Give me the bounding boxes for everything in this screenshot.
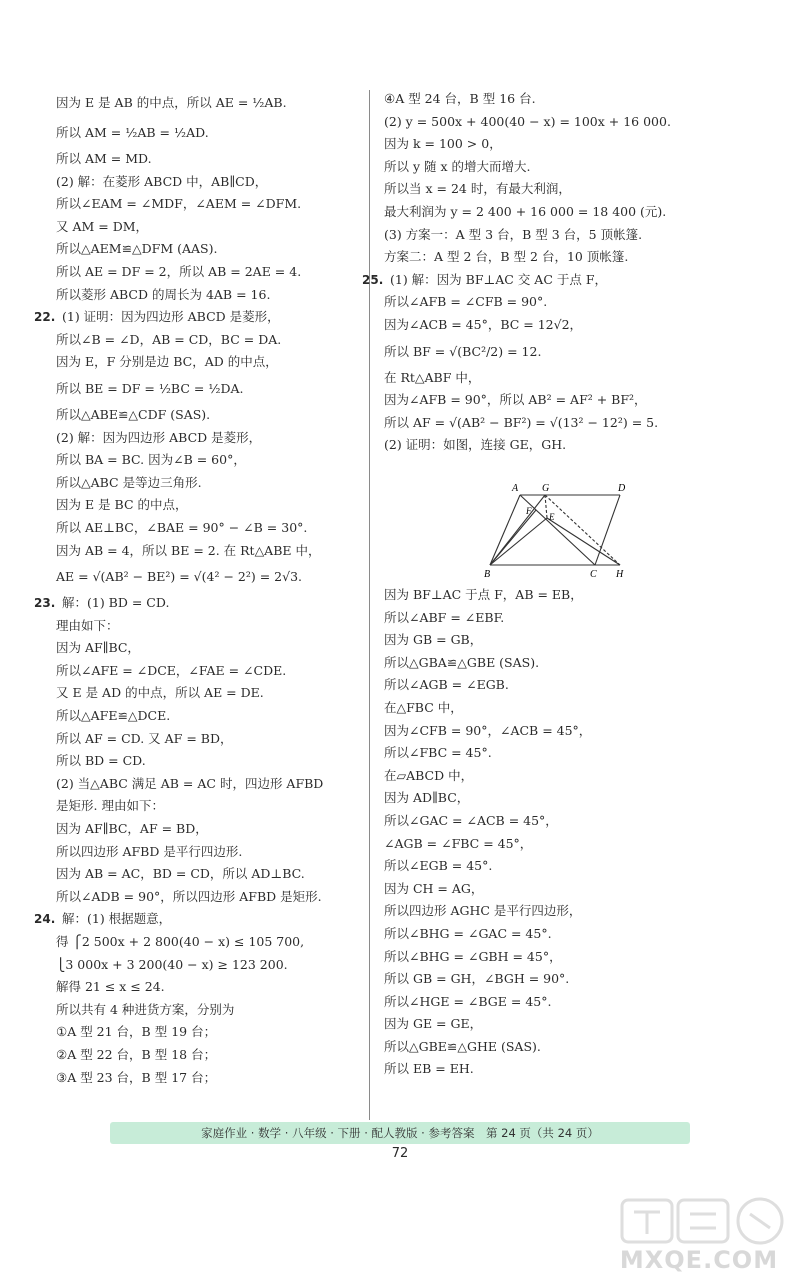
text-line xyxy=(384,314,706,337)
line-text: 所以 y 随 x 的增大而增大. xyxy=(384,158,531,174)
text-line xyxy=(384,111,706,134)
text-line xyxy=(362,269,706,292)
line-text: 所以△ABE≌△CDF (SAS). xyxy=(56,406,211,422)
line-text: 所以△AEM≌△DFM (AAS). xyxy=(56,241,218,257)
text-line xyxy=(384,291,706,314)
line-text: 方案二：A 型 2 台，B 型 2 台，10 顶帐篷. xyxy=(384,249,629,265)
text-line xyxy=(56,682,356,705)
line-text: 因为 E 是 BC 的中点， xyxy=(56,497,188,513)
text-line xyxy=(56,615,356,638)
text-line xyxy=(56,728,356,751)
line-text: 所以∠AFB = ∠CFB = 90°. xyxy=(384,294,548,310)
figure-label-A: A xyxy=(512,483,519,494)
line-text: 所以∠ABF = ∠EBF. xyxy=(384,609,505,625)
watermark-url: MXQE.COM xyxy=(619,1246,779,1274)
text-line xyxy=(384,584,706,607)
text-line xyxy=(56,931,356,954)
text-line xyxy=(56,863,356,886)
text-line xyxy=(56,954,356,977)
text-line xyxy=(56,886,356,909)
line-text: 因为 GE = GE， xyxy=(384,1016,483,1032)
page-number: 72 xyxy=(391,1146,409,1161)
text-line xyxy=(56,284,356,307)
line-text: 所以四边形 AFBD 是平行四边形. xyxy=(56,843,243,859)
text-line xyxy=(384,720,706,743)
text-line xyxy=(384,652,706,675)
watermark-logo xyxy=(620,1196,790,1246)
line-text: 所以 AM = ½AB = ½AD. xyxy=(56,125,209,140)
line-text: 所以共有 4 种进货方案，分别为 xyxy=(56,1001,235,1017)
line-text: (3) 方案一：A 型 3 台，B 型 3 台，5 顶帐篷. xyxy=(384,226,643,242)
line-text: 因为 E，F 分别是边 BC，AD 的中点， xyxy=(56,354,278,370)
line-text: ④A 型 24 台，B 型 16 台. xyxy=(384,91,536,106)
line-text: 所以 BF = √(BC²/2) = 12. xyxy=(384,343,542,359)
text-line xyxy=(384,946,706,969)
line-text: 所以 BE = DF = ½BC = ½DA. xyxy=(56,380,244,396)
text-line xyxy=(384,1058,706,1081)
text-line xyxy=(384,991,706,1014)
text-line xyxy=(56,818,356,841)
line-text: 所以∠AFE = ∠DCE，∠FAE = ∠CDE. xyxy=(56,662,287,678)
line-text: 因为 AB = AC，BD = CD，所以 AD⊥BC. xyxy=(56,866,305,882)
text-line xyxy=(56,1021,356,1044)
text-line xyxy=(384,434,706,457)
text-line xyxy=(384,337,706,367)
line-text: 所以∠GAC = ∠ACB = 45°， xyxy=(384,812,558,828)
line-text: 所以 AE = DF = 2，所以 AB = 2AE = 4. xyxy=(56,263,302,279)
text-line xyxy=(56,329,356,352)
figure-label-G: G xyxy=(542,483,550,494)
text-line xyxy=(56,999,356,1022)
text-line xyxy=(56,449,356,472)
line-text: 所以四边形 AGHC 是平行四边形， xyxy=(384,903,582,919)
line-text: 因为 GB = GB， xyxy=(384,632,483,648)
text-line xyxy=(56,795,356,818)
figure-label-C: C xyxy=(590,569,597,580)
line-text: 又 E 是 AD 的中点，所以 AE = DE. xyxy=(56,685,264,701)
text-line xyxy=(56,1067,356,1090)
line-text: 所以∠BHG = ∠GBH = 45°， xyxy=(384,948,562,964)
line-text: 在▱ABCD 中， xyxy=(384,767,474,783)
text-line xyxy=(384,697,706,720)
line-text: 所以 BA = BC. 因为∠B = 60°， xyxy=(56,452,246,468)
line-text: 所以△GBE≌△GHE (SAS). xyxy=(384,1038,541,1054)
line-text: 解：(1) 根据题意， xyxy=(62,911,172,927)
text-line xyxy=(384,968,706,991)
text-line xyxy=(384,1013,706,1036)
right-column xyxy=(362,88,706,457)
text-line xyxy=(34,592,356,615)
line-text: ②A 型 22 台，B 型 18 台； xyxy=(56,1046,217,1062)
question-number: 22. xyxy=(34,310,56,325)
text-line xyxy=(56,637,356,660)
line-text: 因为 AF∥BC，AF = BD， xyxy=(56,821,208,837)
text-line xyxy=(56,750,356,773)
line-text: 所以∠EGB = 45°. xyxy=(384,858,493,874)
text-line xyxy=(384,810,706,833)
line-text: 因为∠ACB = 45°，BC = 12√2， xyxy=(384,316,583,332)
text-line xyxy=(56,1044,356,1067)
line-text: 所以当 x = 24 时，有最大利润， xyxy=(384,181,571,197)
line-text: 所以 BD = CD. xyxy=(56,753,146,769)
line-text: 解：(1) BD = CD. xyxy=(62,595,170,611)
text-line xyxy=(34,306,356,329)
text-line xyxy=(56,171,356,194)
text-line xyxy=(384,833,706,856)
text-line xyxy=(56,404,356,427)
line-text: (2) 解：因为四边形 ABCD 是菱形， xyxy=(56,429,262,445)
line-text: 在 Rt△ABF 中， xyxy=(384,369,481,385)
text-line xyxy=(384,765,706,788)
text-line xyxy=(34,908,356,931)
text-line xyxy=(56,427,356,450)
line-text: 所以∠B = ∠D，AB = CD，BC = DA. xyxy=(56,331,282,347)
line-text: 所以 AM = MD. xyxy=(56,151,152,166)
footer-bar: 家庭作业 · 数学 · 八年级 · 下册 · 配人教版 · 参考答案 第 24 页（共 24 页） xyxy=(110,1122,690,1144)
line-text: 所以菱形 ABCD 的周长为 4AB = 16. xyxy=(56,286,271,302)
text-line xyxy=(56,773,356,796)
line-text: 所以 AF = √(AB² − BF²) = √(13² − 12²) = 5. xyxy=(384,414,659,430)
text-line xyxy=(56,562,356,592)
line-text: 因为 AB = 4，所以 BE = 2. 在 Rt△ABE 中， xyxy=(56,542,321,558)
figure-label-H: H xyxy=(616,569,624,580)
text-line xyxy=(384,878,706,901)
line-text: ①A 型 21 台，B 型 19 台； xyxy=(56,1024,217,1040)
line-text: (2) 当△ABC 满足 AB = AC 时，四边形 AFBD xyxy=(56,775,324,791)
line-text: 所以 AF = CD. 又 AF = BD， xyxy=(56,730,233,746)
line-text: 因为 E 是 AB 的中点，所以 AE = ½AB. xyxy=(56,95,287,110)
line-text: 又 AM = DM， xyxy=(56,218,149,234)
column-divider xyxy=(369,90,370,1120)
line-text: 因为∠CFB = 90°，∠ACB = 45°， xyxy=(384,722,592,738)
line-text: 所以△GBA≌△GBE (SAS). xyxy=(384,654,540,670)
line-text: 因为 k = 100 > 0， xyxy=(384,136,502,152)
line-text: 得 ⎧2 500x + 2 800(40 − x) ≤ 105 700, xyxy=(56,934,305,949)
line-text: (1) 解：因为 BF⊥AC 交 AC 于点 F， xyxy=(390,271,608,287)
question-number: 25. xyxy=(362,272,384,287)
text-line xyxy=(56,540,356,563)
text-line xyxy=(384,156,706,179)
line-text: 是矩形. 理由如下： xyxy=(56,798,164,814)
line-text: 所以∠EAM = ∠MDF，∠AEM = ∠DFM. xyxy=(56,196,302,212)
text-line xyxy=(56,261,356,284)
line-text: 所以 GB = GH，∠BGH = 90°. xyxy=(384,971,570,987)
line-text: (2) y = 500x + 400(40 − x) = 100x + 16 000. xyxy=(384,113,671,129)
line-text: 理由如下： xyxy=(56,617,119,633)
line-text: (1) 证明：因为四边形 ABCD 是菱形， xyxy=(62,309,280,325)
figure-label-E: E xyxy=(549,512,555,522)
text-line xyxy=(384,629,706,652)
text-line xyxy=(56,193,356,216)
figure-label-B: B xyxy=(484,569,491,580)
text-line xyxy=(384,201,706,224)
text-line xyxy=(384,224,706,247)
line-text: 在△FBC 中， xyxy=(384,699,463,715)
text-line xyxy=(384,900,706,923)
line-text: 最大利润为 y = 2 400 + 16 000 = 18 400 (元). xyxy=(384,203,667,219)
line-text: 因为 CH = AG， xyxy=(384,880,484,896)
figure-label-D: D xyxy=(618,483,626,494)
text-line xyxy=(56,216,356,239)
text-line xyxy=(56,351,356,374)
line-text: AE = √(AB² − BE²) = √(4² − 2²) = 2√3. xyxy=(56,569,303,585)
question-number: 24. xyxy=(34,912,56,927)
line-text: 因为 AF∥BC， xyxy=(56,640,140,656)
text-line xyxy=(384,133,706,156)
text-line xyxy=(384,742,706,765)
line-text: 解得 21 ≤ x ≤ 24. xyxy=(56,979,165,995)
text-line xyxy=(384,178,706,201)
text-line xyxy=(384,246,706,269)
text-line xyxy=(384,1036,706,1059)
line-text: (2) 证明：如图，连接 GE，GH. xyxy=(384,437,567,453)
line-text: 所以∠FBC = 45°. xyxy=(384,745,492,761)
line-text: 因为 BF⊥AC 于点 F，AB = EB， xyxy=(384,587,583,602)
line-text: 所以∠AGB = ∠EGB. xyxy=(384,677,509,693)
text-line xyxy=(56,88,356,118)
line-text: 所以∠HGE = ∠BGE = 45°. xyxy=(384,993,552,1009)
line-text: 所以△AFE≌△DCE. xyxy=(56,708,171,724)
text-line xyxy=(384,389,706,412)
line-text: 所以 EB = EH. xyxy=(384,1061,474,1077)
line-text: ∠AGB = ∠FBC = 45°， xyxy=(384,835,533,851)
text-line xyxy=(56,374,356,404)
line-text: 因为 AD∥BC， xyxy=(384,790,470,806)
text-line xyxy=(384,787,706,810)
line-text: ⎩3 000x + 3 200(40 − x) ≥ 123 200. xyxy=(56,956,288,972)
text-line xyxy=(384,88,706,111)
text-line xyxy=(56,976,356,999)
text-line xyxy=(56,517,356,540)
text-line xyxy=(384,923,706,946)
text-line xyxy=(56,148,356,171)
text-line xyxy=(56,494,356,517)
figure-label-F: F xyxy=(526,506,532,516)
text-line xyxy=(56,660,356,683)
right-column-continued xyxy=(384,584,706,1081)
text-line xyxy=(384,412,706,435)
line-text: ③A 型 23 台，B 型 17 台； xyxy=(56,1069,217,1085)
text-line xyxy=(384,367,706,390)
geometry-figure xyxy=(470,480,630,580)
line-text: 因为∠AFB = 90°，所以 AB² = AF² + BF²， xyxy=(384,392,647,408)
text-line xyxy=(56,472,356,495)
text-line xyxy=(56,118,356,148)
line-text: 所以△ABC 是等边三角形. xyxy=(56,474,202,490)
text-line xyxy=(384,607,706,630)
text-line xyxy=(384,674,706,697)
line-text: 所以∠ADB = 90°，所以四边形 AFBD 是矩形. xyxy=(56,888,322,904)
question-number: 23. xyxy=(34,596,56,611)
line-text: (2) 解：在菱形 ABCD 中，AB∥CD， xyxy=(56,173,268,189)
text-line xyxy=(56,238,356,261)
left-column xyxy=(34,88,356,1089)
line-text: 所以 AE⊥BC，∠BAE = 90° − ∠B = 30°. xyxy=(56,519,308,535)
line-text: 所以∠BHG = ∠GAC = 45°. xyxy=(384,925,552,941)
text-line xyxy=(384,855,706,878)
text-line xyxy=(56,841,356,864)
text-line xyxy=(56,705,356,728)
